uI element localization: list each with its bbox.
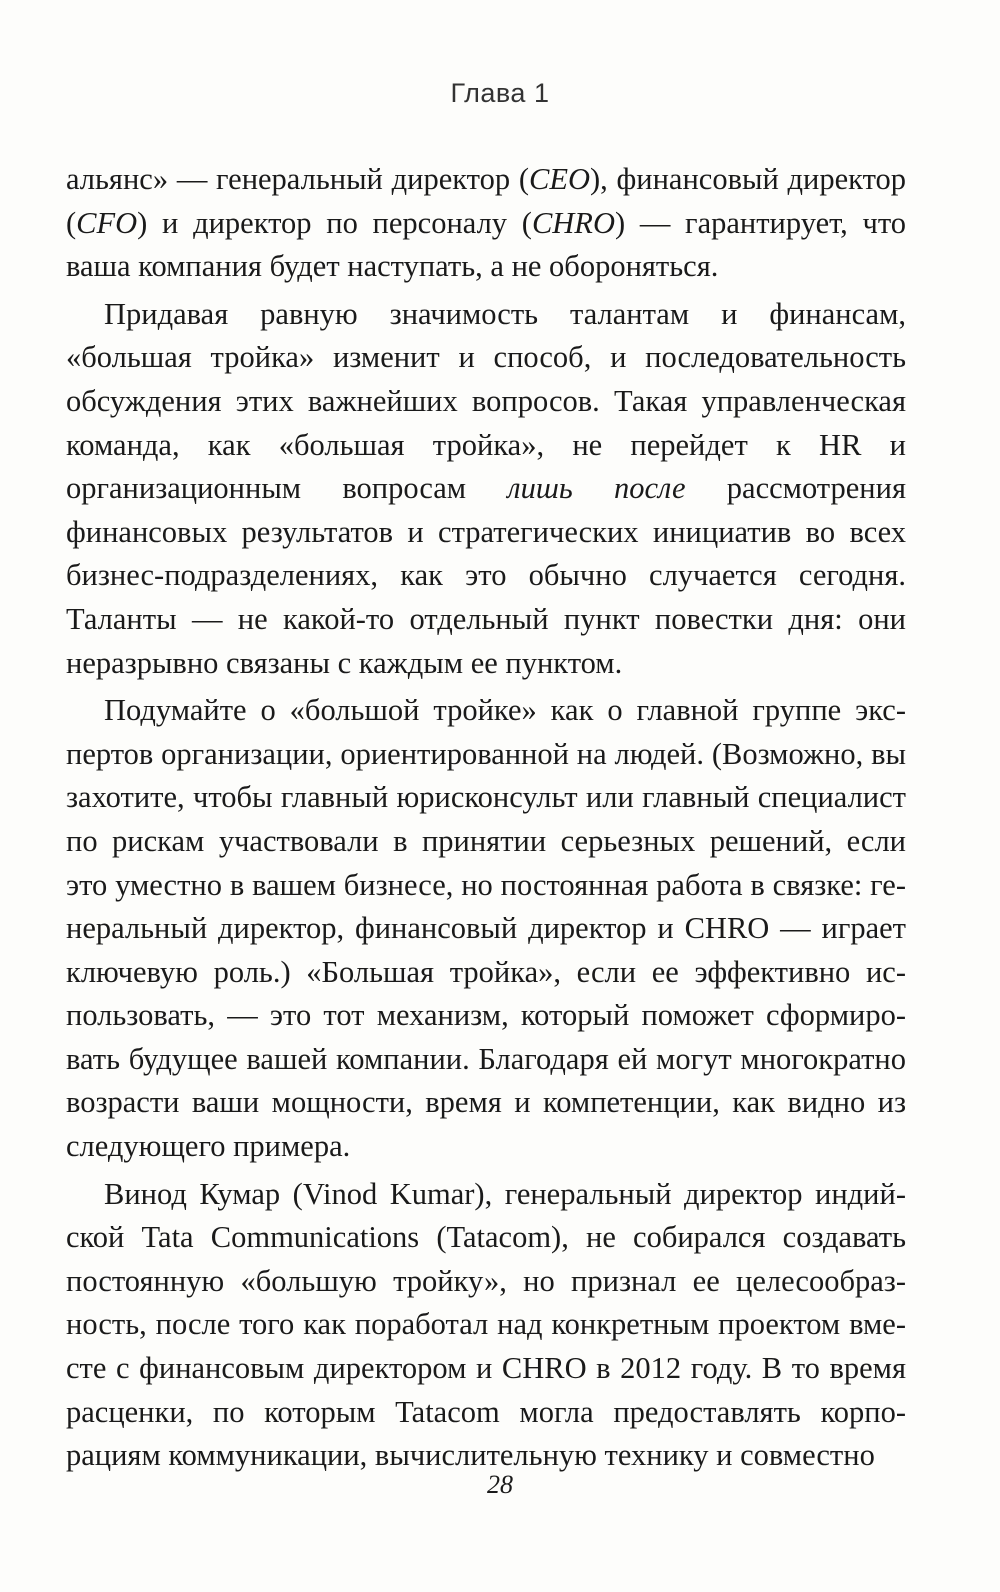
text-segment: Придавая равную значимость талантам и финансам, «большая тройка» изменит и способ, и последовательность обсуждения этих важнейших вопросов. Такая управленческая команда, как «большая тройка», не перейдет к HR и организационным вопросам [66,296,906,506]
text-segment: ) — гарантирует, что ваша компания будет наступать, а не обороняться. [66,205,906,284]
page-number: 28 [487,1470,513,1499]
text-segment: Подумайте о «большой тройке» как о главной группе экспертов организации, ориентированной на людей. (Возможно, вы захотите, чтобы главный юрисконсульт или главный специалист по рискам участвовали в принятии серьезных решений, если это уместно в вашем бизнесе, но постоянная работа в связке: генеральный директор, финансовый директор и CHRO — играет ключевую роль.) «Большая тройка», если ее эффективно использовать, — это тот механизм, который поможет сформировать будущее вашей компании. Благодаря ей могут многократно возрасти ваши мощности, время и компетенции, как видно из следующего примера. [66,693,906,1164]
text-segment: альянс» — генеральный директор ( [66,162,529,196]
paragraph-1 [66,158,906,289]
running-head: Глава 1 [450,78,550,108]
text-segment: Винод Кумар (Vinod Kumar), генеральный директор индийской Tata Communications (Tatacom), не собирался создавать постоянную «большую тройку», но признал ее целесообразность, после того как поработал над конкретным проектом вместе с финансовым директором и CHRO в 2012 году. В то время расценки, по которым Tatacom могла предоставлять корпорациям коммуникации, вычислительную технику и совместно [66,1176,906,1473]
italic-text: лишь после [507,471,686,506]
italic-text: CHRO [531,205,615,240]
italic-text: CFO [76,205,138,240]
paragraph-4 [66,1173,906,1478]
text-segment: ), финансовый директор ( [66,162,907,240]
italic-text: CEO [529,162,590,196]
text-segment: ) и директор по персоналу ( [137,205,532,240]
body-text [66,158,906,1478]
paragraph-2 [66,293,906,685]
text-segment: рассмотрения финансовых результатов и стратегических инициатив во всех бизнес-подразделениях, как это обычно случается сегодня. Таланты — не какой-то отдельный пункт повестки дня: они неразрывно связаны с каждым ее пунктом. [66,471,906,680]
paragraph-3 [66,689,906,1169]
